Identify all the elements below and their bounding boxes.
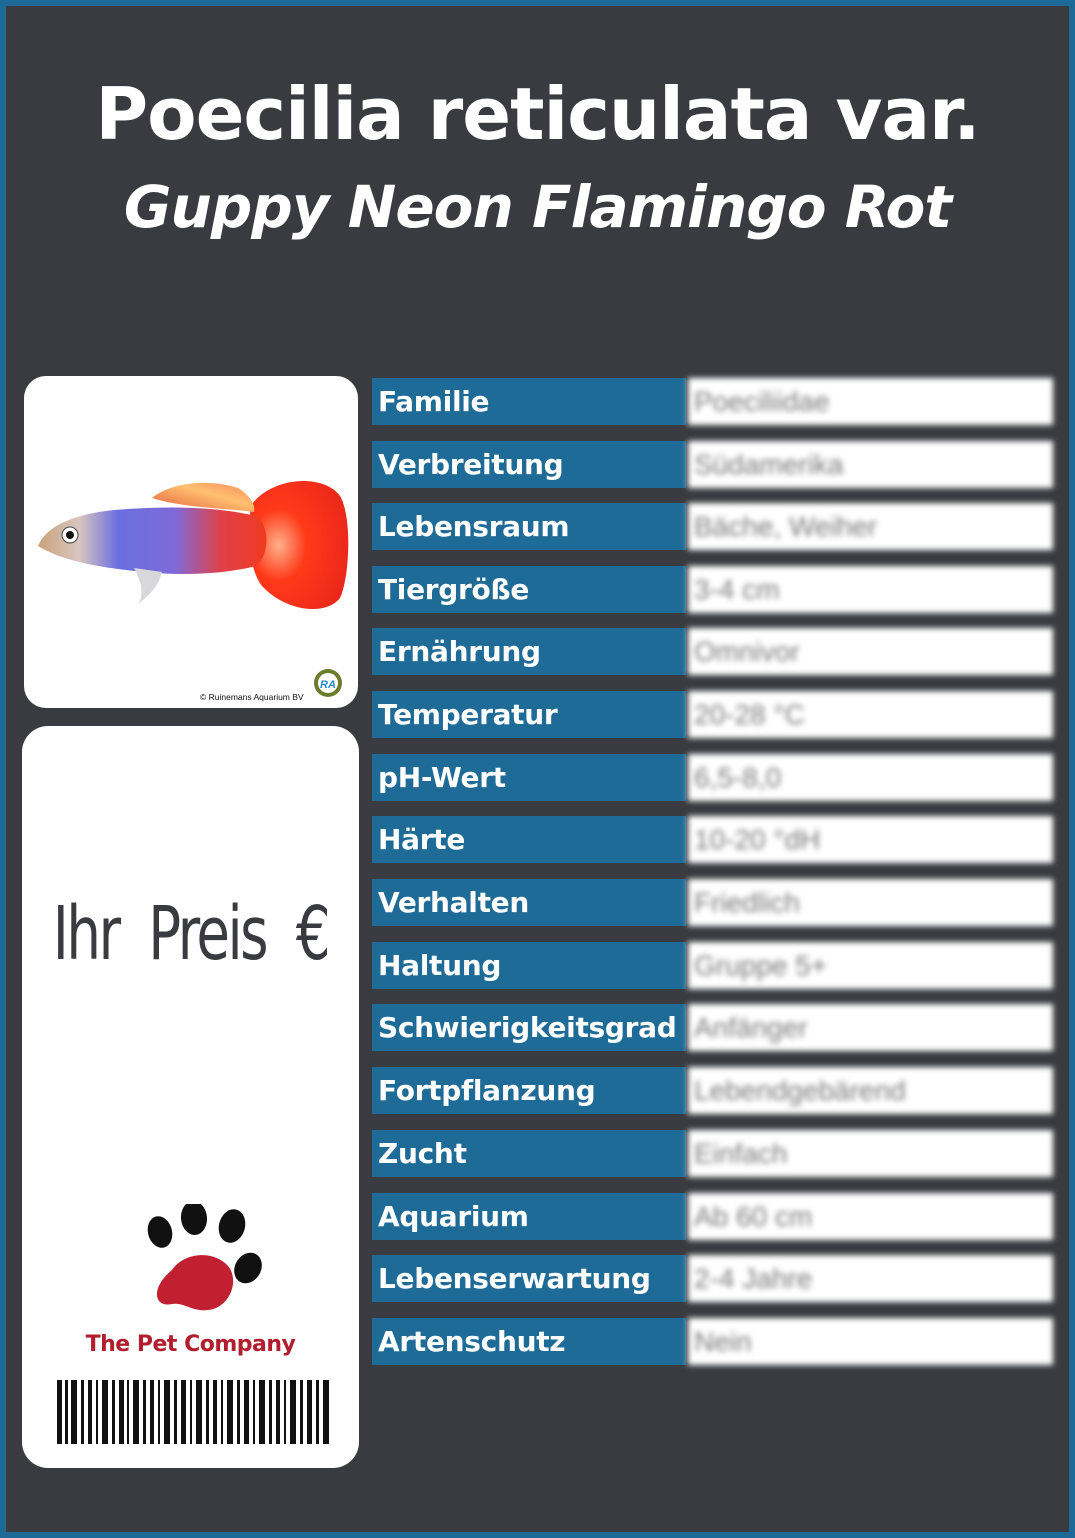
fact-row (372, 503, 1053, 550)
fact-value: Ab 60 cm (688, 1193, 1053, 1240)
price-word-preis: Preis (148, 891, 267, 977)
fact-label: pH-Wert (372, 754, 686, 801)
fact-value: Bäche, Weiher (688, 503, 1053, 550)
fact-value: Anfänger (688, 1004, 1053, 1051)
fact-label: Verbreitung (372, 441, 686, 488)
fact-value: Gruppe 5+ (688, 942, 1053, 989)
fact-label: Familie (372, 378, 686, 425)
fact-value: Nein (688, 1318, 1053, 1365)
fact-label: Härte (372, 816, 686, 863)
price-label (52, 892, 328, 976)
fact-row (372, 1318, 1053, 1365)
fact-row (372, 378, 1053, 425)
fact-value: Poeciliidae (688, 378, 1053, 425)
fact-value: 10-20 °dH (688, 816, 1053, 863)
fact-value: Lebendgebärend (688, 1067, 1053, 1114)
fact-label: Zucht (372, 1130, 686, 1177)
fish-photo (24, 376, 358, 708)
fact-row (372, 754, 1053, 801)
fact-label: Fortpflanzung (372, 1067, 686, 1114)
fact-value: 2-4 Jahre (688, 1255, 1053, 1302)
fact-row (372, 1004, 1053, 1051)
svg-text:RA: RA (320, 679, 336, 691)
fact-value: Einfach (688, 1130, 1053, 1177)
fact-value: 6,5-8,0 (688, 754, 1053, 801)
fact-value: 20-28 °C (688, 691, 1053, 738)
fact-row (372, 1255, 1053, 1302)
fact-row (372, 1193, 1053, 1240)
fact-label: Lebenserwartung (372, 1255, 686, 1302)
paw-logo-icon (136, 1204, 276, 1324)
page-title: Poecilia reticulata var. (95, 72, 980, 156)
fact-label: Aquarium (372, 1193, 686, 1240)
fact-row (372, 942, 1053, 989)
price-word-ihr: Ihr (52, 891, 119, 977)
fact-row (372, 1130, 1053, 1177)
brand-name: The Pet Company (85, 1332, 296, 1357)
price-box (22, 726, 359, 1468)
fact-row (372, 691, 1053, 738)
fact-label: Artenschutz (372, 1318, 686, 1365)
fact-value: Omnivor (688, 628, 1053, 675)
fact-row (372, 879, 1053, 926)
fact-row (372, 628, 1053, 675)
fact-label: Schwierigkeitsgrad (372, 1004, 686, 1051)
barcode (55, 1380, 333, 1444)
fact-label: Verhalten (372, 879, 686, 926)
fact-row (372, 816, 1053, 863)
fact-label: Temperatur (372, 691, 686, 738)
fact-row (372, 441, 1053, 488)
page-subtitle: Guppy Neon Flamingo Rot (123, 173, 952, 241)
photo-credit: © Ruinemans Aquarium BV (200, 692, 304, 702)
fact-label: Ernährung (372, 628, 686, 675)
fact-row (372, 1067, 1053, 1114)
fact-label: Lebensraum (372, 503, 686, 550)
fact-row (372, 566, 1053, 613)
fish-photo-box (24, 376, 358, 708)
currency-symbol: € (295, 891, 329, 977)
fact-value: Friedlich (688, 879, 1053, 926)
fish-ventral-fin (134, 568, 162, 604)
fact-label: Tiergröße (372, 566, 686, 613)
fact-value: Südamerika (688, 441, 1053, 488)
fact-label: Haltung (372, 942, 686, 989)
fact-value: 3-4 cm (688, 566, 1053, 613)
